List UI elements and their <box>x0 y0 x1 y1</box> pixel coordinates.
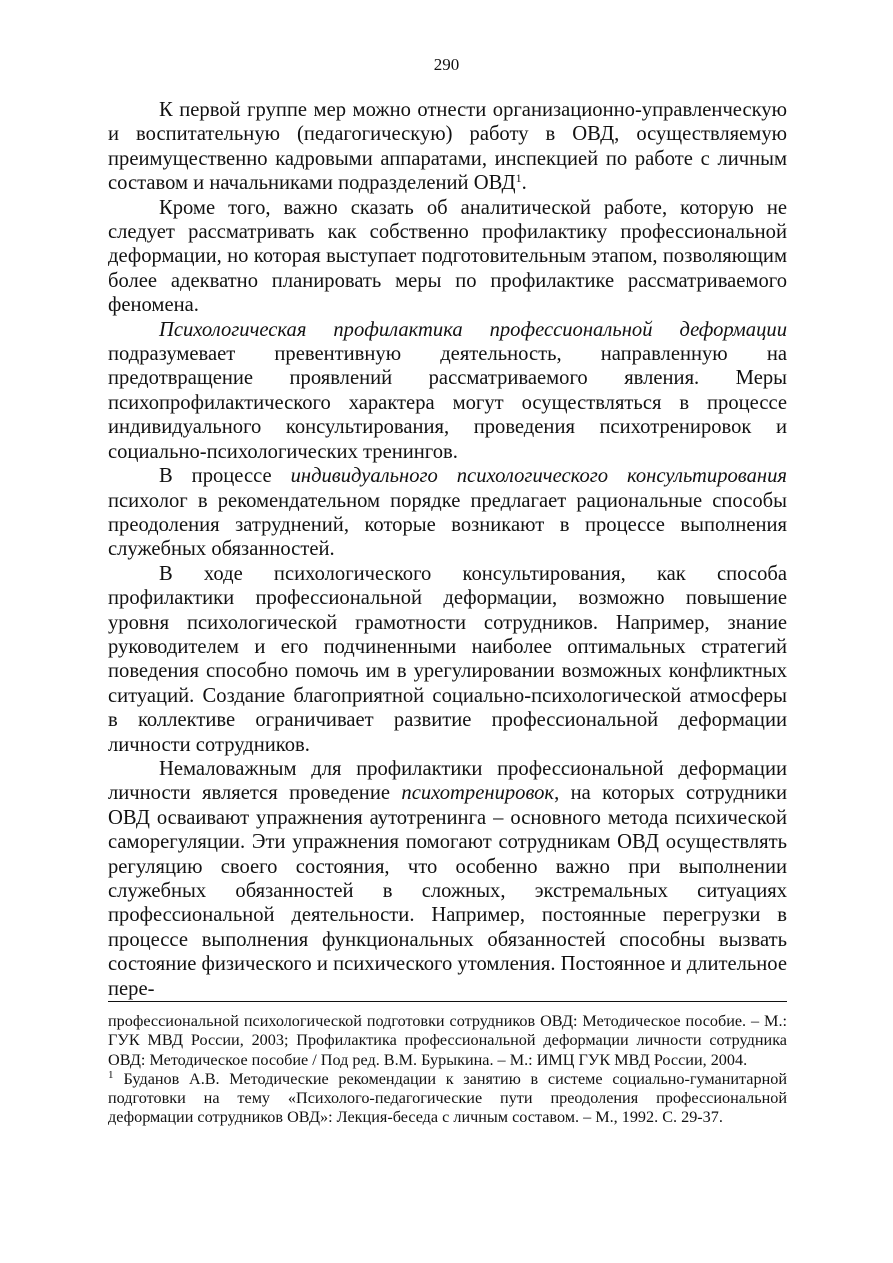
footnotes <box>108 1012 787 1128</box>
paragraph <box>108 464 787 562</box>
paragraph <box>108 562 787 757</box>
footnote-reference: 1 <box>515 171 522 186</box>
paragraph-text: психолог в рекомендательном порядке предлагает рациональные способы преодоления затруднений, которые возникают в процессе выполнения служебных обязанностей. <box>108 489 787 561</box>
footnote <box>108 1070 787 1128</box>
paragraph-text: В процессе <box>159 465 291 488</box>
paragraph-text: В ходе психологического консультирования, как способа профилактики профессиональной деформации, возможно повышение уровня психологической грамотности сотрудников. Например, знание руководителем и его подчиненными наиболее оптимальных стратегий поведения способно помочь им в урегулировании возможных конфликтных ситуаций. Создание благоприятной социально-психологической атмосферы в коллективе ограничивает развитие профессиональной деформации личности сотрудников. <box>108 562 787 756</box>
paragraph-text: . <box>521 172 527 195</box>
emphasized-term: психотренировок <box>401 782 555 805</box>
footnote-marker: 1 <box>108 1068 114 1081</box>
paragraph <box>108 757 787 1001</box>
paragraph <box>108 196 787 318</box>
paragraph-text: Кроме того, важно сказать об аналитической работе, которую не следует рассматривать как собственно профилактику профессиональной деформации, но которая выступает подготовительным этапом, позволяющим более адекватно планировать меры по профилактике рассматриваемого феномена. <box>108 196 787 317</box>
page-number: 290 <box>433 55 460 74</box>
paragraph <box>108 318 787 464</box>
paragraph-text: , на которых сотрудники ОВД осваивают упражнения аутотренинга – основного метода психической саморегуляции. Эти упражнения помогают сотрудникам ОВД осуществлять регуляцию своего состояния, что особенно важно при выполнении служебных обязанностей в сложных, экстремальных ситуациях профессиональной деятельности. Например, постоянные перегрузки в процессе выполнения функциональных обязанностей способны вызвать состояние физического и психического утомления. Постоянное и длительное пере- <box>108 782 787 1000</box>
emphasized-term: индивидуального психологического консультирования <box>290 465 787 488</box>
paragraph <box>108 98 787 196</box>
paragraph-text: Немаловажным для профилактики профессиональной деформации личности является проведение <box>108 757 787 805</box>
emphasized-term: Психологическая профилактика профессиональной деформации <box>159 318 787 341</box>
paragraph-text: подразумевает превентивную деятельность, направленную на предотвращение проявлений рассматриваемого явления. Меры психопрофилактического характера могут осуществляться в процессе индивидуального консультирования, проведения психотренировок и социально-психологических тренингов. <box>108 343 787 463</box>
footnote-separator <box>108 1001 787 1002</box>
main-text <box>108 98 787 1001</box>
paragraph-text: К первой группе мер можно отнести организационно-управленческую и воспитательную (педагогическую) работу в ОВД, осуществляемую преимущественно кадровыми аппаратами, инспекцией по работе с личным составом и начальниками подразделений ОВД <box>108 99 787 195</box>
footnote-continuation: профессиональной психологической подготовки сотрудников ОВД: Методическое пособие. – М.: ГУК МВД России, 2003; Профилактика профессиональной деформации личности сотрудника ОВД: Методическое пособие / Под ред. В.М. Бурыкина. – М.: ИМЦ ГУК МВД России, 2004. <box>108 1012 787 1069</box>
footnote-text: Буданов А.В. Методические рекомендации к занятию в системе социально-гуманитарной подготовки на тему «Психолого-педагогические пути преодоления профессиональной деформации сотрудников ОВД»: Лекция-беседа с личным составом. – М., 1992. С. 29-37. <box>108 1069 787 1127</box>
